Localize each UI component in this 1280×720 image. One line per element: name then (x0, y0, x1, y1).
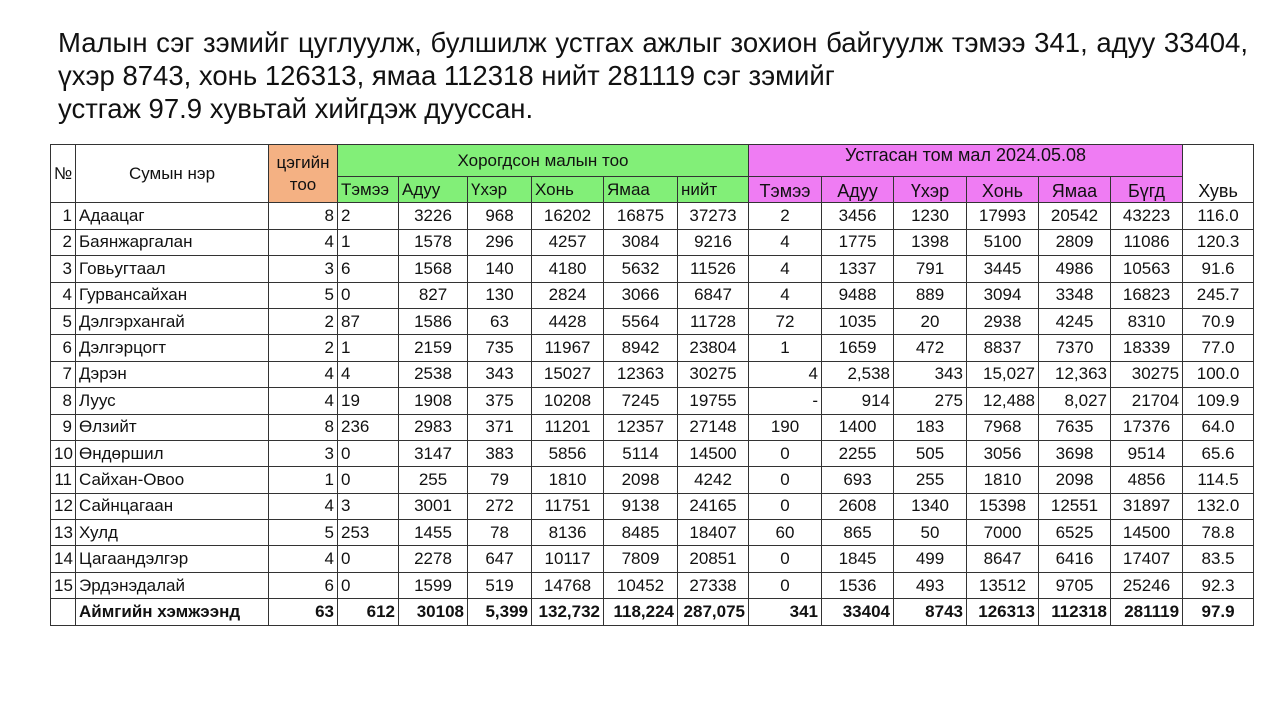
row-died-value: 12357 (604, 414, 678, 440)
row-points: 6 (269, 572, 338, 598)
row-destroyed-value: 275 (894, 388, 967, 414)
col-died-1-header: Адуу (399, 177, 468, 203)
row-destroyed-value: 4245 (1039, 308, 1111, 334)
row-points: 4 (269, 493, 338, 519)
row-no: 9 (51, 414, 76, 440)
row-destroyed-value: 2098 (1039, 467, 1111, 493)
row-percent: 77.0 (1183, 335, 1254, 361)
row-sum-name: Өндөршил (76, 440, 269, 466)
row-destroyed-value: 1775 (822, 229, 894, 255)
row-no: 1 (51, 203, 76, 229)
row-sum-name: Эрдэнэдалай (76, 572, 269, 598)
row-destroyed-value: 7635 (1039, 414, 1111, 440)
table-row (51, 308, 1254, 334)
row-died-value: 1455 (399, 520, 468, 546)
col-destroyed-4-header: Ямаа (1039, 177, 1111, 203)
row-destroyed-value: 8310 (1111, 308, 1183, 334)
col-percent-header: Хувь (1183, 145, 1254, 203)
total-died-value: 118,224 (604, 599, 678, 625)
row-died-value: 10208 (532, 388, 604, 414)
row-died-value: 140 (468, 256, 532, 282)
row-died-value: 14500 (678, 440, 749, 466)
row-died-value: 296 (468, 229, 532, 255)
row-percent: 78.8 (1183, 520, 1254, 546)
row-died-value: 8485 (604, 520, 678, 546)
row-died-value: 2 (338, 203, 399, 229)
row-destroyed-value: 505 (894, 440, 967, 466)
row-percent: 70.9 (1183, 308, 1254, 334)
row-died-value: 3066 (604, 282, 678, 308)
row-died-value: 255 (399, 467, 468, 493)
total-died-value: 30108 (399, 599, 468, 625)
col-no-header: № (51, 145, 76, 203)
row-no: 15 (51, 572, 76, 598)
row-destroyed-value: 12,363 (1039, 361, 1111, 387)
row-died-value: 19 (338, 388, 399, 414)
row-sum-name: Өлзийт (76, 414, 269, 440)
row-destroyed-value: 20542 (1039, 203, 1111, 229)
row-destroyed-value: 1337 (822, 256, 894, 282)
row-died-value: 1599 (399, 572, 468, 598)
row-percent: 64.0 (1183, 414, 1254, 440)
row-died-value: 5856 (532, 440, 604, 466)
row-died-value: 1586 (399, 308, 468, 334)
row-died-value: 2824 (532, 282, 604, 308)
row-died-value: 37273 (678, 203, 749, 229)
row-died-value: 1 (338, 229, 399, 255)
row-died-value: 0 (338, 282, 399, 308)
row-destroyed-value: 493 (894, 572, 967, 598)
row-destroyed-value: 6525 (1039, 520, 1111, 546)
row-destroyed-value: 12,488 (967, 388, 1039, 414)
row-died-value: 23804 (678, 335, 749, 361)
row-died-value: 6847 (678, 282, 749, 308)
intro-text: Малын сэг зэмийг цуглуулж, булшилж устгах ажлыг зохион байгуулж тэмээ 341, адуу 33404, үхэр 8743, хонь 126313, ямаа 112318 нийт 281119 сэг зэмийг (58, 27, 1248, 91)
row-destroyed-value: 190 (749, 414, 822, 440)
row-destroyed-value: 7370 (1039, 335, 1111, 361)
row-destroyed-value: 255 (894, 467, 967, 493)
row-destroyed-value: 183 (894, 414, 967, 440)
table-body (51, 203, 1254, 625)
row-died-value: 63 (468, 308, 532, 334)
row-destroyed-value: 1398 (894, 229, 967, 255)
total-destroyed-value: 8743 (894, 599, 967, 625)
table-header-row-1 (51, 145, 1254, 177)
row-no: 2 (51, 229, 76, 255)
row-died-value: 30275 (678, 361, 749, 387)
row-died-value: 7245 (604, 388, 678, 414)
row-died-value: 5114 (604, 440, 678, 466)
total-died-value: 5,399 (468, 599, 532, 625)
row-sum-name: Адаацаг (76, 203, 269, 229)
row-sum-name: Говьугтаал (76, 256, 269, 282)
row-died-value: 647 (468, 546, 532, 572)
row-died-value: 1 (338, 335, 399, 361)
row-destroyed-value: - (749, 388, 822, 414)
row-destroyed-value: 1659 (822, 335, 894, 361)
row-sum-name: Сайнцагаан (76, 493, 269, 519)
total-destroyed-value: 112318 (1039, 599, 1111, 625)
row-destroyed-value: 12551 (1039, 493, 1111, 519)
row-no: 13 (51, 520, 76, 546)
row-destroyed-value: 7000 (967, 520, 1039, 546)
row-destroyed-value: 21704 (1111, 388, 1183, 414)
row-percent: 114.5 (1183, 467, 1254, 493)
row-died-value: 2098 (604, 467, 678, 493)
row-sum-name: Дэлгэрцогт (76, 335, 269, 361)
total-percent: 97.9 (1183, 599, 1254, 625)
total-name: Аймгийн хэмжээнд (76, 599, 269, 625)
row-died-value: 1908 (399, 388, 468, 414)
row-destroyed-value: 4856 (1111, 467, 1183, 493)
row-destroyed-value: 43223 (1111, 203, 1183, 229)
row-sum-name: Цагаандэлгэр (76, 546, 269, 572)
row-destroyed-value: 16823 (1111, 282, 1183, 308)
row-sum-name: Дэрэн (76, 361, 269, 387)
row-destroyed-value: 472 (894, 335, 967, 361)
row-sum-name: Луус (76, 388, 269, 414)
row-died-value: 14768 (532, 572, 604, 598)
row-died-value: 4 (338, 361, 399, 387)
row-no: 10 (51, 440, 76, 466)
row-points: 4 (269, 388, 338, 414)
total-no-cell (51, 599, 76, 625)
row-destroyed-value: 72 (749, 308, 822, 334)
table-total-row (51, 599, 1254, 625)
col-died-3-header: Хонь (532, 177, 604, 203)
row-destroyed-value: 60 (749, 520, 822, 546)
row-destroyed-value: 15,027 (967, 361, 1039, 387)
row-no: 14 (51, 546, 76, 572)
row-died-value: 1568 (399, 256, 468, 282)
row-died-value: 11751 (532, 493, 604, 519)
row-points: 4 (269, 546, 338, 572)
row-destroyed-value: 4 (749, 361, 822, 387)
row-destroyed-value: 3456 (822, 203, 894, 229)
row-points: 8 (269, 414, 338, 440)
row-sum-name: Дэлгэрхангай (76, 308, 269, 334)
table-row (51, 388, 1254, 414)
row-died-value: 1578 (399, 229, 468, 255)
row-died-value: 2159 (399, 335, 468, 361)
row-no: 3 (51, 256, 76, 282)
row-destroyed-value: 1230 (894, 203, 967, 229)
intro-paragraph (58, 26, 1248, 125)
row-destroyed-value: 25246 (1111, 572, 1183, 598)
row-destroyed-value: 0 (749, 546, 822, 572)
table-row (51, 282, 1254, 308)
row-destroyed-value: 865 (822, 520, 894, 546)
table-row (51, 520, 1254, 546)
row-died-value: 3147 (399, 440, 468, 466)
row-died-value: 236 (338, 414, 399, 440)
row-percent: 83.5 (1183, 546, 1254, 572)
table-row (51, 229, 1254, 255)
col-died-0-header: Тэмээ (338, 177, 399, 203)
row-destroyed-value: 6416 (1039, 546, 1111, 572)
row-died-value: 0 (338, 546, 399, 572)
table-row (51, 467, 1254, 493)
row-destroyed-value: 4 (749, 282, 822, 308)
row-died-value: 968 (468, 203, 532, 229)
col-destroyed-2-header: Үхэр (894, 177, 967, 203)
row-points: 1 (269, 467, 338, 493)
col-destroyed-1-header: Адуу (822, 177, 894, 203)
col-points-header: цэгийн тоо (269, 145, 338, 203)
row-destroyed-value: 1400 (822, 414, 894, 440)
row-no: 5 (51, 308, 76, 334)
row-sum-name: Хулд (76, 520, 269, 546)
row-destroyed-value: 15398 (967, 493, 1039, 519)
row-points: 3 (269, 256, 338, 282)
row-died-value: 4428 (532, 308, 604, 334)
row-destroyed-value: 2255 (822, 440, 894, 466)
total-destroyed-value: 126313 (967, 599, 1039, 625)
row-died-value: 3 (338, 493, 399, 519)
row-percent: 120.3 (1183, 229, 1254, 255)
row-died-value: 5632 (604, 256, 678, 282)
row-died-value: 10117 (532, 546, 604, 572)
row-died-value: 130 (468, 282, 532, 308)
row-died-value: 6 (338, 256, 399, 282)
total-died-value: 132,732 (532, 599, 604, 625)
row-destroyed-value: 1 (749, 335, 822, 361)
row-died-value: 24165 (678, 493, 749, 519)
row-died-value: 4180 (532, 256, 604, 282)
col-died-5-header: нийт (678, 177, 749, 203)
row-no: 6 (51, 335, 76, 361)
row-died-value: 735 (468, 335, 532, 361)
row-no: 7 (51, 361, 76, 387)
row-died-value: 5564 (604, 308, 678, 334)
row-died-value: 4242 (678, 467, 749, 493)
col-destroyed-0-header: Тэмээ (749, 177, 822, 203)
row-destroyed-value: 11086 (1111, 229, 1183, 255)
row-died-value: 519 (468, 572, 532, 598)
total-destroyed-value: 281119 (1111, 599, 1183, 625)
row-sum-name: Гурвансайхан (76, 282, 269, 308)
row-died-value: 371 (468, 414, 532, 440)
col-destroyed-3-header: Хонь (967, 177, 1039, 203)
row-destroyed-value: 3056 (967, 440, 1039, 466)
row-died-value: 827 (399, 282, 468, 308)
row-destroyed-value: 4986 (1039, 256, 1111, 282)
row-percent: 245.7 (1183, 282, 1254, 308)
row-destroyed-value: 1340 (894, 493, 967, 519)
row-no: 12 (51, 493, 76, 519)
col-died-4-header: Ямаа (604, 177, 678, 203)
table-row (51, 414, 1254, 440)
row-destroyed-value: 5100 (967, 229, 1039, 255)
row-destroyed-value: 31897 (1111, 493, 1183, 519)
row-died-value: 10452 (604, 572, 678, 598)
row-destroyed-value: 17993 (967, 203, 1039, 229)
row-died-value: 11201 (532, 414, 604, 440)
row-destroyed-value: 20 (894, 308, 967, 334)
row-destroyed-value: 9705 (1039, 572, 1111, 598)
row-destroyed-value: 914 (822, 388, 894, 414)
row-destroyed-value: 3445 (967, 256, 1039, 282)
row-died-value: 8942 (604, 335, 678, 361)
row-died-value: 1810 (532, 467, 604, 493)
total-died-value: 612 (338, 599, 399, 625)
row-destroyed-value: 18339 (1111, 335, 1183, 361)
row-died-value: 11967 (532, 335, 604, 361)
col-sum-name-header: Сумын нэр (76, 145, 269, 203)
row-died-value: 383 (468, 440, 532, 466)
table-row (51, 440, 1254, 466)
row-died-value: 15027 (532, 361, 604, 387)
row-destroyed-value: 693 (822, 467, 894, 493)
row-destroyed-value: 8837 (967, 335, 1039, 361)
row-destroyed-value: 8,027 (1039, 388, 1111, 414)
row-destroyed-value: 2938 (967, 308, 1039, 334)
row-died-value: 27338 (678, 572, 749, 598)
row-died-value: 375 (468, 388, 532, 414)
row-destroyed-value: 2809 (1039, 229, 1111, 255)
row-percent: 65.6 (1183, 440, 1254, 466)
row-destroyed-value: 3698 (1039, 440, 1111, 466)
row-died-value: 78 (468, 520, 532, 546)
row-sum-name: Сайхан-Овоо (76, 467, 269, 493)
row-destroyed-value: 2,538 (822, 361, 894, 387)
row-destroyed-value: 1035 (822, 308, 894, 334)
row-died-value: 0 (338, 440, 399, 466)
row-destroyed-value: 791 (894, 256, 967, 282)
row-died-value: 272 (468, 493, 532, 519)
row-died-value: 20851 (678, 546, 749, 572)
row-destroyed-value: 3348 (1039, 282, 1111, 308)
row-destroyed-value: 889 (894, 282, 967, 308)
row-points: 5 (269, 520, 338, 546)
row-died-value: 2983 (399, 414, 468, 440)
row-points: 8 (269, 203, 338, 229)
row-destroyed-value: 2608 (822, 493, 894, 519)
row-died-value: 0 (338, 572, 399, 598)
row-destroyed-value: 0 (749, 440, 822, 466)
row-destroyed-value: 9514 (1111, 440, 1183, 466)
row-died-value: 3226 (399, 203, 468, 229)
row-died-value: 18407 (678, 520, 749, 546)
row-destroyed-value: 1810 (967, 467, 1039, 493)
row-destroyed-value: 7968 (967, 414, 1039, 440)
total-points: 63 (269, 599, 338, 625)
row-died-value: 87 (338, 308, 399, 334)
row-no: 4 (51, 282, 76, 308)
row-died-value: 2538 (399, 361, 468, 387)
total-destroyed-value: 33404 (822, 599, 894, 625)
row-destroyed-value: 499 (894, 546, 967, 572)
table-row (51, 203, 1254, 229)
row-destroyed-value: 0 (749, 493, 822, 519)
row-percent: 91.6 (1183, 256, 1254, 282)
row-points: 5 (269, 282, 338, 308)
row-no: 11 (51, 467, 76, 493)
row-died-value: 9138 (604, 493, 678, 519)
row-sum-name: Баянжаргалан (76, 229, 269, 255)
row-destroyed-value: 30275 (1111, 361, 1183, 387)
row-points: 2 (269, 308, 338, 334)
row-destroyed-value: 4 (749, 256, 822, 282)
row-destroyed-value: 0 (749, 572, 822, 598)
row-destroyed-value: 4 (749, 229, 822, 255)
table-row (51, 256, 1254, 282)
row-destroyed-value: 0 (749, 467, 822, 493)
group-died-header: Хорогдсон малын тоо (338, 145, 749, 177)
row-destroyed-value: 14500 (1111, 520, 1183, 546)
row-points: 2 (269, 335, 338, 361)
row-destroyed-value: 13512 (967, 572, 1039, 598)
col-destroyed-5-header: Бүгд (1111, 177, 1183, 203)
row-died-value: 79 (468, 467, 532, 493)
row-died-value: 2278 (399, 546, 468, 572)
row-destroyed-value: 3094 (967, 282, 1039, 308)
table-row (51, 361, 1254, 387)
col-died-2-header: Үхэр (468, 177, 532, 203)
row-destroyed-value: 2 (749, 203, 822, 229)
row-died-value: 11728 (678, 308, 749, 334)
row-destroyed-value: 10563 (1111, 256, 1183, 282)
row-died-value: 27148 (678, 414, 749, 440)
row-died-value: 9216 (678, 229, 749, 255)
livestock-table (50, 144, 1254, 626)
row-destroyed-value: 1536 (822, 572, 894, 598)
table-row (51, 572, 1254, 598)
row-died-value: 7809 (604, 546, 678, 572)
row-died-value: 11526 (678, 256, 749, 282)
row-percent: 100.0 (1183, 361, 1254, 387)
row-destroyed-value: 8647 (967, 546, 1039, 572)
row-percent: 116.0 (1183, 203, 1254, 229)
row-destroyed-value: 17407 (1111, 546, 1183, 572)
table-row (51, 546, 1254, 572)
row-died-value: 253 (338, 520, 399, 546)
table-row (51, 335, 1254, 361)
row-died-value: 0 (338, 467, 399, 493)
row-died-value: 343 (468, 361, 532, 387)
row-destroyed-value: 343 (894, 361, 967, 387)
intro-text-last: устгаж 97.9 хувьтай хийгдэж дууссан. (58, 93, 534, 124)
row-points: 4 (269, 229, 338, 255)
row-points: 4 (269, 361, 338, 387)
row-percent: 109.9 (1183, 388, 1254, 414)
row-died-value: 12363 (604, 361, 678, 387)
row-destroyed-value: 50 (894, 520, 967, 546)
row-died-value: 16202 (532, 203, 604, 229)
row-destroyed-value: 17376 (1111, 414, 1183, 440)
row-died-value: 4257 (532, 229, 604, 255)
row-died-value: 8136 (532, 520, 604, 546)
total-destroyed-value: 341 (749, 599, 822, 625)
table-row (51, 493, 1254, 519)
total-died-value: 287,075 (678, 599, 749, 625)
row-destroyed-value: 9488 (822, 282, 894, 308)
row-destroyed-value: 1845 (822, 546, 894, 572)
row-died-value: 16875 (604, 203, 678, 229)
row-points: 3 (269, 440, 338, 466)
group-destroyed-header: Устгасан том мал 2024.05.08 (749, 145, 1183, 177)
row-died-value: 3001 (399, 493, 468, 519)
row-percent: 132.0 (1183, 493, 1254, 519)
row-died-value: 3084 (604, 229, 678, 255)
row-no: 8 (51, 388, 76, 414)
row-died-value: 19755 (678, 388, 749, 414)
row-percent: 92.3 (1183, 572, 1254, 598)
